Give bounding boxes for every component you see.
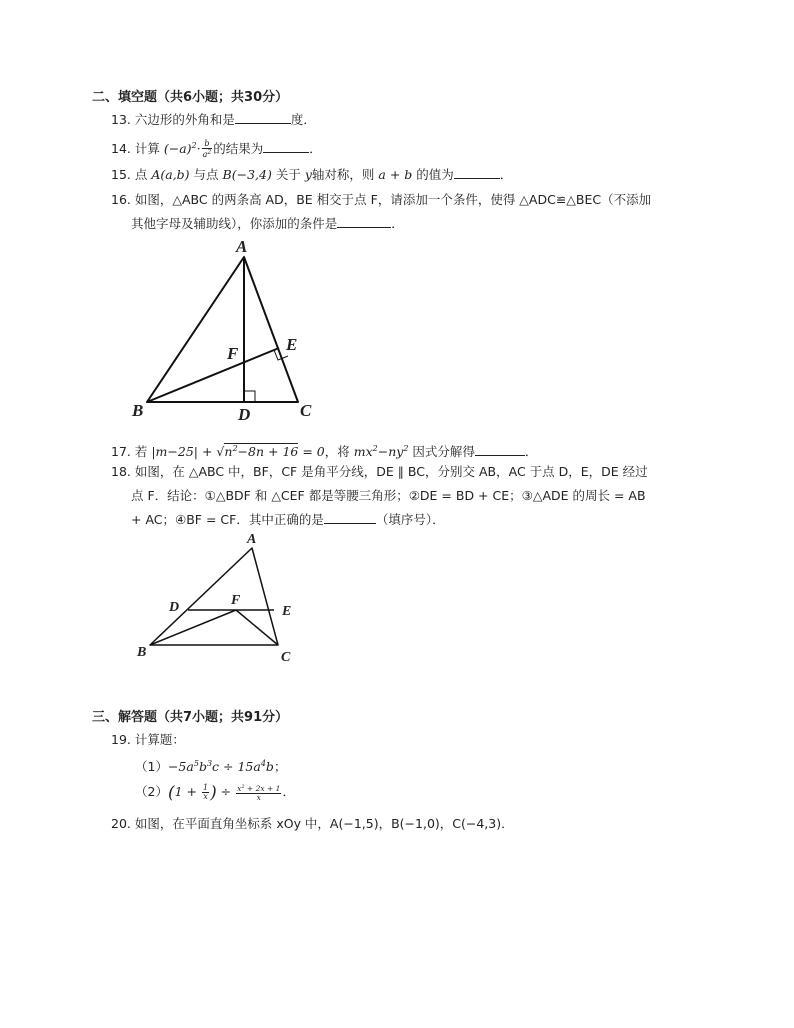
point-b: B(−3,4) (222, 167, 272, 182)
q15-mid3: 轴对称，则 (311, 167, 375, 182)
section-3-title: 三、解答题（共7小题；共91分） (92, 710, 289, 725)
label-d: D (169, 600, 180, 615)
question-18-line-1: 18. 如图，在 △ABC 中，BF，CF 是角平分线，DE ∥ BC，分别交 AB，AC 于点 D，E，DE 经过 (111, 464, 648, 479)
q14-expression: $(-a)^2\cdot$ $\frac{b}{a^2}$ (163, 139, 212, 159)
q17-prefix: 17. 若 (111, 444, 148, 459)
point-a: A(a,b) (151, 167, 190, 182)
q16-line2-text: 其他字母及辅助线），你添加的条件是 (131, 216, 338, 231)
question-20: 20. 如图，在平面直角坐标系 xOy 中，A(−1,5)，B(−1,0)，C(−4,3)． (111, 816, 514, 831)
question-19-part-2: （2）(1 + $\frac{1}{x}$ ) ÷ $\frac{x^2 + 2x + 1}{x}$ ． (135, 783, 295, 803)
q14-prefix: 14. 计算 (111, 141, 160, 156)
label-b: B (137, 645, 147, 660)
question-16-line-1: 16. 如图，△ABC 的两条高 AD，BE 相交于点 F，请添加一个条件，使得 △ADC≌△BEC（不添加 (111, 192, 652, 207)
question-18-line-2: 点 F．结论：①△BDF 和 △CEF 都是等腰三角形；②DE = BD + CE；③△ADE 的周长 = AB (131, 488, 646, 503)
question-14: 14. 计算 $(-a)^2\cdot$ $\frac{b}{a^2}$ 的结果为 ． (111, 139, 322, 159)
q15-mid2: 关于 (275, 167, 301, 182)
q13-text: 13. 六边形的外角和是 (111, 112, 235, 127)
question-17: 17. 若 $|m-25| + √n^2-8n + 16 = 0$，将 $mx^2-ny^2$ 因式分解得 ． (111, 444, 538, 459)
q17-expression: $mx^2-ny^2$ (353, 444, 409, 459)
q15-mid1: 与点 (193, 167, 219, 182)
label-d: D (238, 405, 251, 424)
question-16-line-2: 其他字母及辅助线），你添加的条件是 ． (131, 216, 404, 231)
q13-tail: 度． (290, 112, 316, 127)
section-2-title: 二、填空题（共6小题；共30分） (92, 90, 289, 105)
q14-suffix: 的结果为 (213, 141, 264, 156)
q18-line3-tail: （填序号）． (375, 512, 445, 527)
question-19: 19. 计算题： (111, 732, 185, 747)
question-15: 15. 点 A(a,b) 与点 B(−3,4) 关于 y轴对称，则 a + b 的值为 ． (111, 167, 513, 182)
q17-tail: 因式分解得 (412, 444, 475, 459)
question-19-part-1: $(1)-5a^5b^3c \div 15a^4b$； (135, 759, 287, 774)
q17-condition: $|m-25| + √n^2-8n + 16 = 0$ (151, 444, 325, 459)
label-a: A (247, 532, 257, 547)
q19-part2-expression: (1 + $\frac{1}{x}$ ) ÷ $\frac{x^2 + 2x + 1}{x}$ (167, 783, 281, 803)
q18-line3-text: + AC；④BF = CF．其中正确的是 (131, 512, 324, 527)
q19-part1-label: （1） (135, 759, 168, 774)
label-e: E (282, 604, 292, 619)
label-f: F (227, 344, 239, 363)
sum-expression: a + b (378, 167, 413, 182)
label-c: C (281, 650, 291, 665)
q19-part2-label: （2） (135, 784, 168, 799)
q17-mid: ，将 (324, 444, 350, 459)
label-e: E (286, 335, 298, 354)
y-axis: y (304, 167, 312, 182)
q15-mid4: 的值为 (416, 167, 454, 182)
q19-part1-expression: $-5a^5b^3c \div 15a^4b$ (167, 759, 274, 774)
label-f: F (231, 593, 241, 608)
q15-prefix: 15. 点 (111, 167, 148, 182)
label-a: A (236, 237, 248, 256)
label-b: B (132, 401, 144, 420)
label-c: C (300, 401, 312, 420)
